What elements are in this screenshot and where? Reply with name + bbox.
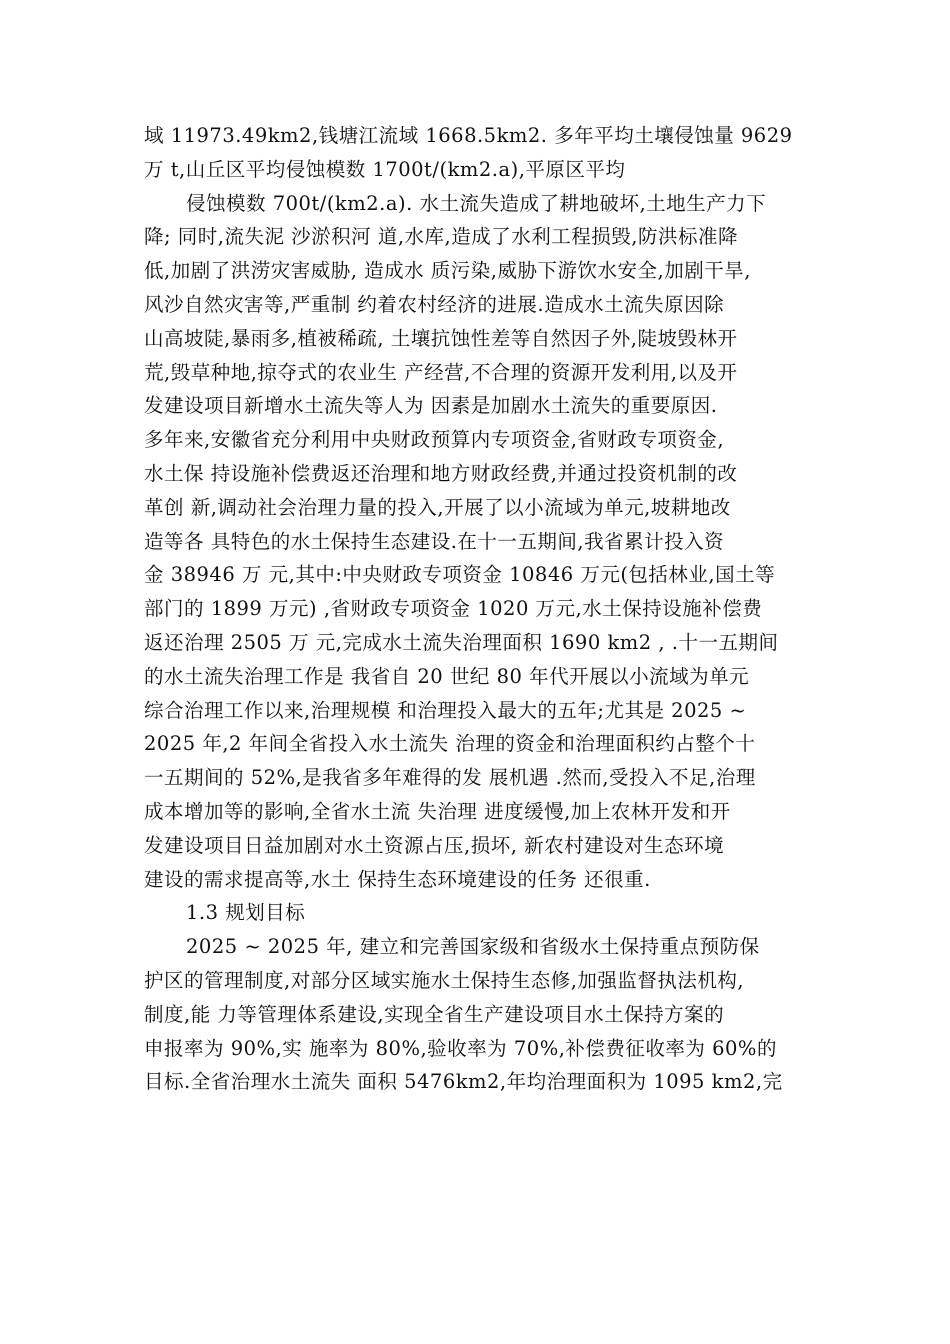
- text-line: 侵蚀模数 700t/(km2.a). 水土流失造成了耕地破坏,土地生产力下: [186, 191, 767, 215]
- text-line: 部门的 1899 万元) ,省财政专项资金 1020 万元,水土保持设施补偿费: [144, 597, 763, 621]
- text-line: 万 t,山丘区平均侵蚀模数 1700t/(km2.a),平原区平均: [144, 157, 626, 181]
- text-line: 申报率为 90%,实 施率为 80%,验收率为 70%,补偿费征收率为 60%的: [144, 1036, 777, 1060]
- text-line: 造等各 具特色的水土保持生态建设.在十一五期间,我省累计投入资: [144, 529, 725, 553]
- text-line: 目标.全省治理水土流失 面积 5476km2,年均治理面积为 1095 km2,完: [144, 1070, 783, 1094]
- text-line: 低,加剧了洪涝灾害威胁, 造成水 质污染,威胁下游饮水安全,加剧干旱,: [144, 259, 751, 283]
- text-line: 域 11973.49km2,钱塘江流域 1668.5km2. 多年平均土壤侵蚀量 9629: [144, 124, 793, 147]
- text-line: 发建设项目日益加剧对水土资源占压,损坏, 新农村建设对生态环境: [144, 833, 725, 857]
- text-line: 的水土流失治理工作是 我省自 20 世纪 80 年代开展以小流域为单元: [144, 664, 750, 688]
- text-line: 成本增加等的影响,全省水土流 失治理 进度缓慢,加上农林开发和开: [144, 799, 731, 823]
- text-line: 荒,毁草种地,掠夺式的农业生 产经营,不合理的资源开发利用,以及开: [144, 360, 738, 384]
- section-heading: 1.3 规划目标: [186, 901, 306, 925]
- text-line: 发建设项目新增水土流失等人为 因素是加剧水土流失的重要原因.: [144, 394, 718, 418]
- text-line: 返还治理 2505 万 元,完成水土流失治理面积 1690 km2 , .十一五期间: [144, 630, 779, 654]
- text-line: 风沙自然灾害等,严重制 约着农村经济的进展.造成水土流失原因除: [144, 292, 725, 316]
- text-line: 制度,能 力等管理体系建设,实现全省生产建设项目水土保持方案的: [144, 1002, 725, 1026]
- text-line: 一五期间的 52%,是我省多年难得的发 展机遇 .然而,受投入不足,治理: [144, 766, 756, 790]
- document-body: [144, 119, 824, 1099]
- text-line: 2025 年,2 年间全省投入水土流失 治理的资金和治理面积约占整个十: [144, 732, 756, 756]
- text-line: 2025 ~ 2025 年, 建立和完善国家级和省级水土保持重点预防保: [186, 935, 760, 959]
- text-line: 山高坡陡,暴雨多,植被稀疏, 土壤抗蚀性差等自然因子外,陡坡毁林开: [144, 326, 738, 350]
- text-line: 建设的需求提高等,水土 保持生态环境建设的任务 还很重.: [144, 867, 651, 891]
- text-line: 革创 新,调动社会治理力量的投入,开展了以小流域为单元,坡耕地改: [144, 495, 731, 519]
- text-line: 护区的管理制度,对部分区域实施水土保持生态修,加强监督执法机构,: [144, 968, 745, 992]
- text-line: 金 38946 万 元,其中:中央财政专项资金 10846 万元(包括林业,国土等: [144, 563, 776, 587]
- text-line: 多年来,安徽省充分利用中央财政预算内专项资金,省财政专项资金,: [144, 428, 725, 452]
- text-line: 综合治理工作以来,治理规模 和治理投入最大的五年;尤其是 2025 ~: [144, 698, 747, 722]
- text-line: 水土保 持设施补偿费返还治理和地方财政经费,并通过投资机制的改: [144, 461, 738, 485]
- text-line: 降; 同时,流失泥 沙淤积河 道,水库,造成了水利工程损毁,防洪标准降: [144, 225, 738, 249]
